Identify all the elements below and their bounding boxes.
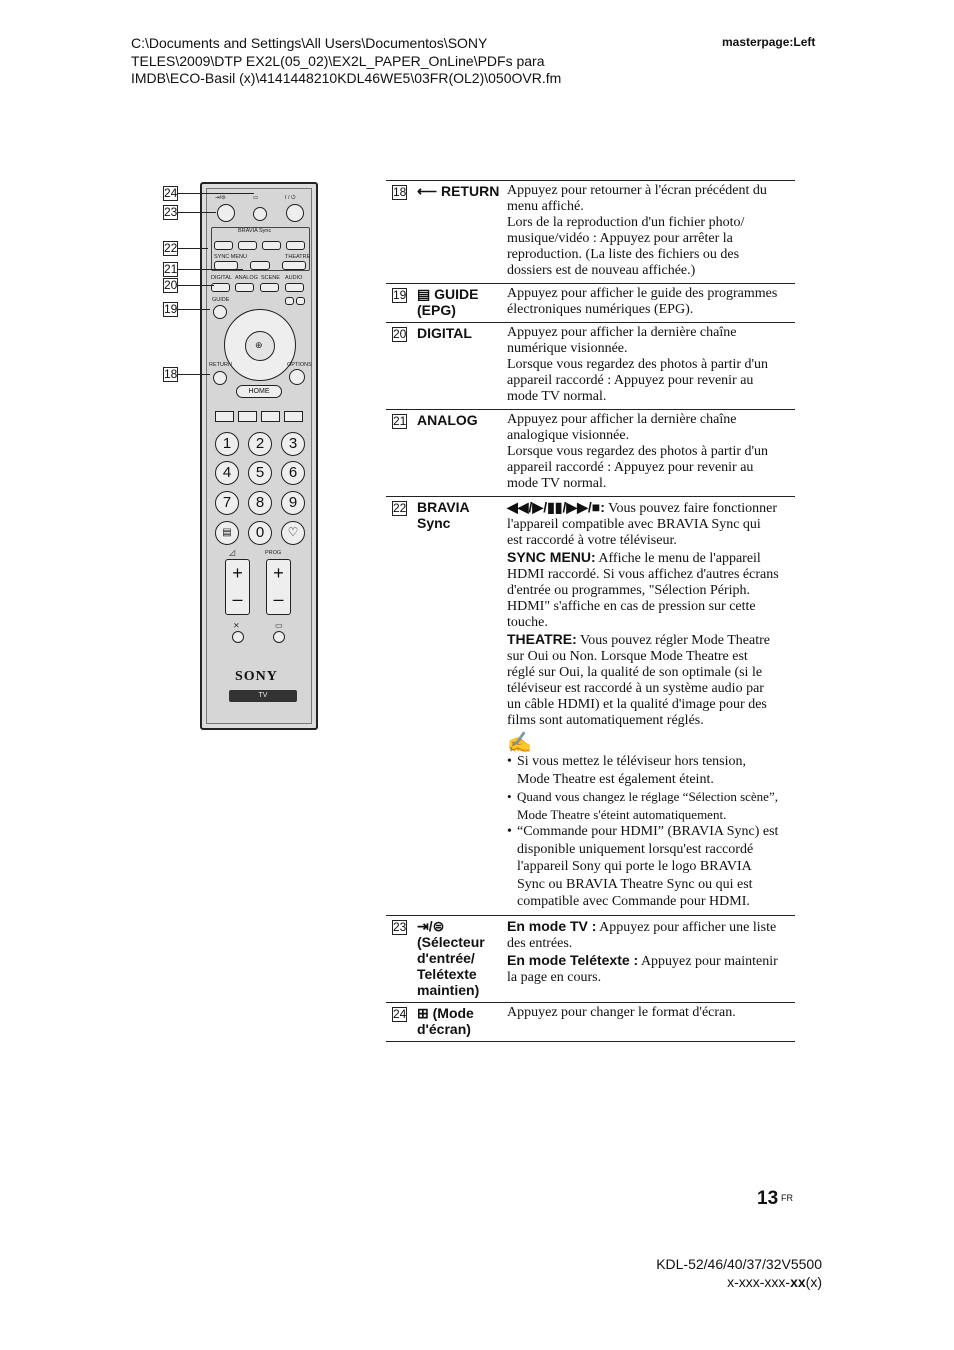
digit-5-button: 5 [248,461,272,485]
sync-menu-term: SYNC MENU: [507,549,596,565]
play-button [238,241,257,250]
sync-menu-description: SYNC MENU: Affiche le menu de l'appareil HDMI raccordé. Si vous affichez d'autres écrans d'entrée ou programmes, "Sélection Périph. HDMI" s'affiche en cas de pression sur cette touche. [507,549,779,630]
row-description [503,918,779,998]
red-button [215,411,234,422]
prog-minus: – [273,589,284,609]
input-icon: ⇥/⊜ [417,917,445,934]
teletext-mode-description: En mode Telétexte : Appuyez pour maintenir la page en cours. [507,951,778,985]
yellow-button [261,411,280,422]
mute-button [232,631,244,643]
power-button [286,204,304,222]
row-key: DIGITAL [417,325,472,341]
return-button [213,371,227,385]
row-description [503,183,779,279]
row-number: 21 [393,414,407,428]
digit-6-button: 6 [281,461,305,485]
document-code: x-xxx-xxx-xx(x) [727,1274,822,1290]
digit-2-button: 2 [248,432,272,456]
screen-mode-button [253,207,267,221]
prog-label: PROG [265,550,282,556]
theatre-button [282,261,306,270]
ok-icon: ⊕ [255,340,263,350]
callout-23: 23 [164,205,178,219]
header-path-line: TELES\2009\DTP EX2L(05_02)\EX2L_PAPER_OnLine\PDFs para [131,52,545,69]
callout-line [178,269,243,270]
row-number: 18 [393,185,407,199]
guide-button [213,305,227,319]
header-path-line: IMDB\ECO-Basil (x)\4141448210KDL46WE5\03FR(OL2)\050OVR.fm [131,70,562,86]
footer [656,1255,822,1291]
callout-line [178,193,254,194]
theatre-label: THEATRE [285,254,311,260]
digit-0-button: 0 [248,521,272,545]
digit-9-button: 9 [281,491,305,515]
table-row [386,916,795,1003]
scene-label: SCENE [261,275,280,281]
mute-icon: ⨯ [233,621,240,630]
row-description [503,325,779,405]
desc-line: Lors de la reproduction d'un fichier photo/ musique/vidéo : Appuyez pour arrêter la reproduction. (La liste des fichiers ou des dossiers est de nouveau affichée.) [507,215,745,278]
row-description [503,412,779,492]
favourite-heart-icon: ♡ [281,521,305,545]
row-description [503,286,779,318]
row-description [503,1005,779,1037]
callout-line [178,212,216,213]
header-file-path [131,35,651,88]
audio-button [285,283,304,292]
model-number: KDL-52/46/40/37/32V5500 [656,1256,822,1272]
row-key: ⟵ RETURN [417,183,500,199]
row-description [503,499,779,911]
row-key: BRAVIA Sync [417,499,470,531]
callout-line [178,374,210,375]
masterpage-label: masterpage:Left [722,35,816,49]
callout-22: 22 [164,241,178,255]
notes-list [507,753,779,911]
return-label: RETURN [209,362,232,368]
volume-plus: + [232,563,243,583]
digit-8-button: 8 [248,491,272,515]
power-label: I / ⏻ [285,195,296,201]
button-description-table [386,180,795,1042]
bravia-sync-panel [211,227,310,271]
analog-label: ANALOG [235,275,258,281]
blue-button [284,411,303,422]
analog-button [235,283,254,292]
row-number: 23 [393,919,407,934]
input-button [217,204,235,222]
digit-3-button: 3 [281,432,305,456]
text-icon: ▤ [215,521,239,545]
list-item: • “Commande pour HDMI” (BRAVIA Sync) est disponible uniquement lorsqu'est raccordé l'appareil Sony qui porte le logo BRAVIA Sync ou BRAVIA Theatre Sync ou qui est compatible avec Commande pour HDMI. [507,823,779,911]
desc-line: Appuyez pour afficher la dernière chaîne numérique visionnée. [507,325,737,356]
desc-line: Appuyez pour retourner à l'écran précédent du menu affiché. [507,183,767,214]
header-path-line: C:\Documents and Settings\All Users\Documentos\SONY [131,35,488,51]
digit-7-button: 7 [215,491,239,515]
green-button [238,411,257,422]
tv-mode-description: En mode TV : Appuyez pour afficher une liste des entrées. [507,917,777,951]
callout-line [178,309,210,310]
table-row [386,410,795,497]
desc-line: Lorsque vous regardez des photos à partir d'un appareil raccordé : Appuyez pour revenir au mode TV normal. [507,357,769,404]
teletext-mode-term: En mode Telétexte : [507,951,639,968]
options-button [289,369,305,385]
tv-mode-term: En mode TV : [507,917,597,934]
table-row [386,1003,795,1042]
digital-label: DIGITAL [211,275,232,281]
stop-button [250,261,270,270]
table-row [386,497,795,916]
row-key: ▤ GUIDE (EPG) [417,286,479,318]
pause-button [262,241,281,250]
prog-plus: + [273,563,284,583]
callout-line [178,285,214,286]
options-label: OPTIONS [287,362,312,368]
digit-1-button: 1 [215,432,239,456]
row-key: ⊞ (Mode d'écran) [417,1004,474,1037]
row-number: 20 [393,327,407,341]
row-number: 24 [393,1006,407,1021]
desc-line: Appuyez pour afficher la dernière chaîne analogique visionnée. [507,412,737,443]
row-key: ⇥/⊜ (Sélecteur d'entrée/ Telétexte maintien) [407,918,503,998]
guide-icon: ▤ [417,286,435,302]
page-number: 13 [757,1188,779,1209]
home-button: HOME [236,385,282,398]
rewind-button [214,241,233,250]
guide-label: GUIDE [212,297,230,303]
sony-logo: SONY [235,669,278,684]
callout-24: 24 [164,186,178,200]
callout-18: 18 [164,367,178,381]
audio-label: AUDIO [285,275,303,281]
playback-symbols: ◀◀/▶/▮▮/▶▶/■: [507,499,605,515]
row-number: 22 [393,501,407,515]
subtitle-icon: ▭ [275,621,283,630]
theatre-term: THEATRE: [507,631,577,647]
tv-badge: TV [229,690,297,702]
sync-menu-label: SYNC MENU [214,254,248,260]
row-number: 19 [393,288,407,302]
row-key: ANALOG [417,412,478,428]
return-arrow-icon: ⟵ [417,183,441,199]
remote-control-illustration [200,182,318,730]
table-row [386,181,795,284]
teletext-button [285,297,294,305]
callout-line [178,248,208,249]
desc-line: Appuyez pour afficher le guide des programmes électroniques numériques (EPG). [507,286,778,317]
note-pencil-icon: ✍ [507,732,532,754]
volume-icon: ◿ [229,548,236,557]
callout-21: 21 [164,262,178,276]
screen-mode-icon: ⊞ [417,1004,433,1021]
desc-line: Appuyez pour changer le format d'écran. [507,1004,736,1020]
volume-rocker [225,559,250,615]
list-item: • Quand vous changez le réglage “Sélection scène”, Mode Theatre s'éteint automatiquement. [507,788,779,823]
callout-19: 19 [164,302,178,316]
subtitle-button [273,631,285,643]
volume-minus: – [232,589,243,609]
input-icon: ⇥/⊜ [215,195,226,201]
theatre-description: THEATRE: Vous pouvez régler Mode Theatre sur Oui ou Non. Lorsque Mode Theatre est réglé sur Oui, la qualité de son optimale (si le téléviseur est raccordé à un système audio par un câble HDMI) et la qualité d'image pour des films sont automatiquement réglés. [507,631,770,728]
table-row [386,323,795,410]
callout-20: 20 [164,278,178,292]
list-item: • Si vous mettez le téléviseur hors tension, Mode Theatre est également éteint. [507,753,779,788]
bravia-sync-label: BRAVIA Sync [238,228,272,234]
playback-description: ◀◀/▶/▮▮/▶▶/■: Vous pouvez faire fonctionner l'appareil compatible avec BRAVIA Sync qui est raccordé à votre téléviseur. [507,499,778,548]
prog-rocker [266,559,291,615]
table-row [386,284,795,323]
screen-mode-icon: ▭ [253,195,259,201]
page-language: FR [781,1193,793,1203]
info-button [296,297,305,305]
desc-line: Lorsque vous regardez des photos à partir d'un appareil raccordé : Appuyez pour revenir au mode TV normal. [507,444,769,491]
scene-button [260,283,279,292]
fast-forward-button [286,241,305,250]
digit-4-button: 4 [215,461,239,485]
